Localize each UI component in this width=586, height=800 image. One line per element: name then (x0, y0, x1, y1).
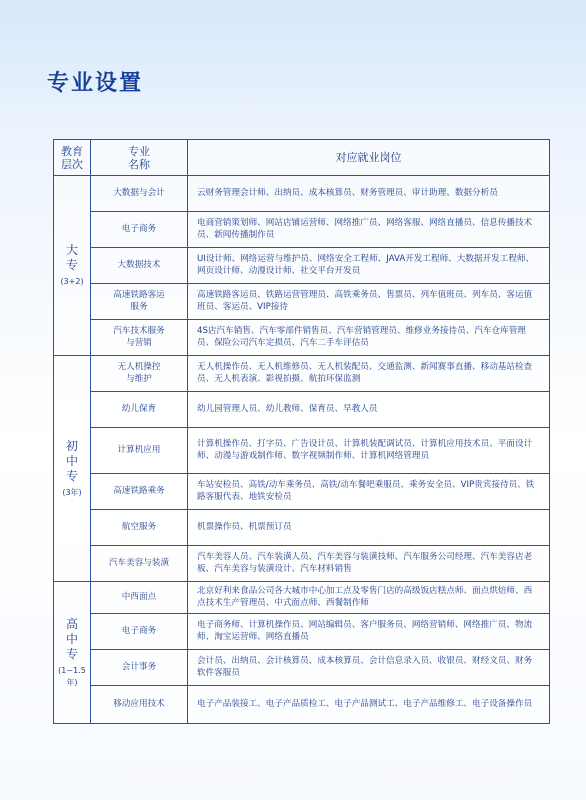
table-row (54, 176, 550, 212)
major-name-cell: 汽车美容与装潢 (91, 546, 188, 582)
table-row (54, 392, 550, 428)
major-name-cell: 大数据技术 (91, 248, 188, 284)
table-row (54, 686, 550, 724)
major-name-cell: 高速铁路乘务 (91, 474, 188, 510)
header-education-level: 教育 层次 (54, 140, 91, 176)
jobs-cell: 机票操作员、机票预订员 (188, 510, 550, 546)
table-row (54, 428, 550, 474)
table-row (54, 546, 550, 582)
jobs-cell: 计算机操作员、打字员、广告设计员、计算机装配调试员、计算机应用技术员、平面设计师、动漫与游戏制作师、数字视频制作师、计算机网络管理员 (188, 428, 550, 474)
major-name-cell: 无人机操控 与维护 (91, 356, 188, 392)
education-level-cell (54, 582, 91, 724)
page-title: 专业设置 (47, 71, 144, 96)
jobs-cell: 高速铁路客运员、铁路运营管理员、高铁乘务员、售票员、列车值班员、列车员、客运值班员、客运员、VIP接待 (188, 284, 550, 320)
major-name-cell: 高速铁路客运 服务 (91, 284, 188, 320)
header-major-name: 专业 名称 (91, 140, 188, 176)
table-row (54, 650, 550, 686)
major-name-cell: 移动应用技术 (91, 686, 188, 724)
education-level-duration: (3+2) (60, 277, 84, 287)
education-level-name: 大 专 (65, 243, 78, 273)
jobs-cell: 4S店汽车销售、汽车零部件销售员、汽车营销管理员、维修业务接待员、汽车仓库管理员、保险公司汽车定损员、汽车二手车评估员 (188, 320, 550, 356)
education-level-duration: (3年) (62, 487, 82, 497)
header-jobs: 对应就业岗位 (188, 140, 550, 176)
major-name-cell: 幼儿保育 (91, 392, 188, 428)
education-level-name: 高 中 专 (65, 616, 78, 661)
table-row (54, 614, 550, 650)
jobs-cell: 汽车美容人员、汽车装潢人员、汽车美容与装潢技师、汽车服务公司经理、汽车美容店老板、汽车美容与装潢设计、汽车材料销售 (188, 546, 550, 582)
major-name-cell: 汽车技术服务 与营销 (91, 320, 188, 356)
table-row (54, 320, 550, 356)
jobs-cell: 电子商务师、计算机操作员、网站编辑员、客户服务员、网络营销师、网络推广员、物流师、淘宝运营师、网络直播员 (188, 614, 550, 650)
major-table (53, 139, 550, 724)
table-row (54, 356, 550, 392)
education-level-duration: (1~1.5年) (58, 665, 86, 687)
table-row (54, 582, 550, 614)
table-row (54, 474, 550, 510)
table-row (54, 284, 550, 320)
major-name-cell: 会计事务 (91, 650, 188, 686)
jobs-cell: 无人机操作员、无人机维修员、无人机装配员、交通监测、新闻赛事直播、移动基站检查员、无人机表演、影视拍摄、航拍环保监测 (188, 356, 550, 392)
jobs-cell: 电商营销策划师、网站店铺运营师、网络推广员、网络客服、网络直播员、信息传播技术员、新闻传播制作员 (188, 212, 550, 248)
major-name-cell: 计算机应用 (91, 428, 188, 474)
major-name-cell: 电子商务 (91, 614, 188, 650)
jobs-cell: 电子产品装接工、电子产品质检工、电子产品测试工、电子产品维修工、电子设备操作员 (188, 686, 550, 724)
jobs-cell: 会计员、出纳员、会计核算员、成本核算员、会计信息录入员、收银员、财经文员、财务软件客服员 (188, 650, 550, 686)
major-name-cell: 中西面点 (91, 582, 188, 614)
table-header-row (54, 140, 550, 176)
education-level-name: 初 中 专 (65, 438, 78, 483)
jobs-cell: 车站安检员、高铁/动车乘务员、高铁/动车餐吧乘服员、乘务安全员、VIP贵宾接待员、铁路客服代表、地铁安检员 (188, 474, 550, 510)
table-row (54, 248, 550, 284)
jobs-cell: 幼儿园管理人员、幼儿教师、保育员、早教人员 (188, 392, 550, 428)
education-level-cell (54, 356, 91, 582)
jobs-cell: UI设计师、网络运营与维护员、网络安全工程师、JAVA开发工程师、大数据开发工程师、网页设计师、动漫设计师、社交平台开发员 (188, 248, 550, 284)
major-name-cell: 电子商务 (91, 212, 188, 248)
jobs-cell: 云财务管理会计师、出纳员、成本核算员、财务管理员、审计助理、数据分析员 (188, 176, 550, 212)
major-name-cell: 航空服务 (91, 510, 188, 546)
education-level-cell (54, 176, 91, 356)
jobs-cell: 北京好利来食品公司各大城市中心加工点及零售门店的高级饭店糕点师、面点烘焙师、西点技术生产管理员、中式面点师、西餐制作师 (188, 582, 550, 614)
major-name-cell: 大数据与会计 (91, 176, 188, 212)
table-row (54, 212, 550, 248)
table-row (54, 510, 550, 546)
